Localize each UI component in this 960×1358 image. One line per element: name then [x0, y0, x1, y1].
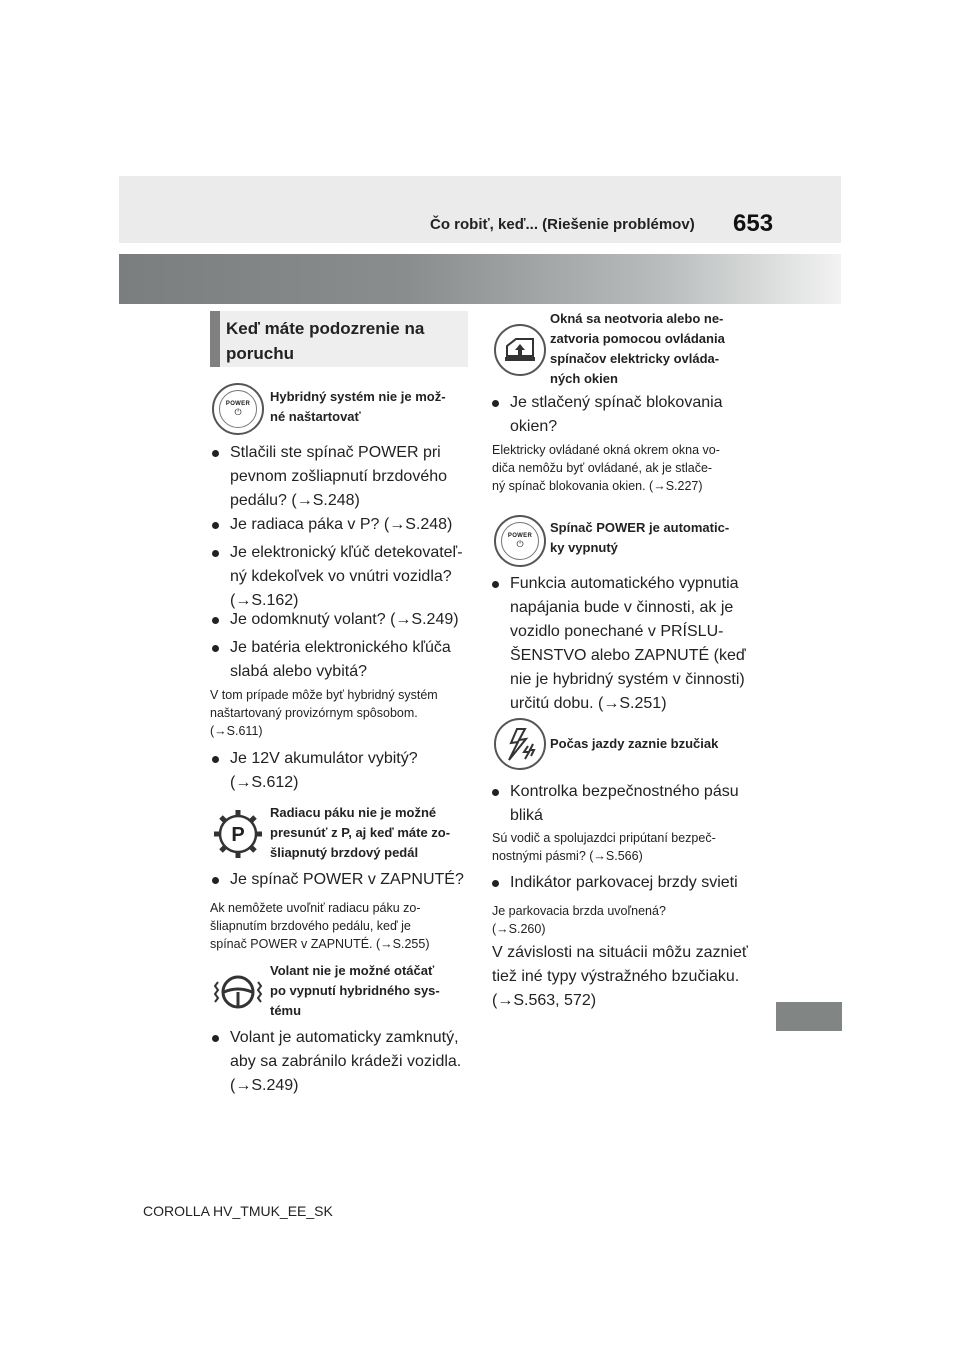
list-item: Funkcia automatického vypnutia napájania bude v činnosti, ak je vozidlo ponechané v PRÍSLU- ŠENSTVO alebo ZAPNUTÉ (keď nie je hybridný systém v činnosti) určitú dobu. (→S.251) — [492, 572, 746, 716]
list-item: Je stlačený spínač blokovania okien? — [492, 391, 723, 439]
list-item: Je spínač POWER v ZAPNUTÉ? — [212, 868, 464, 892]
buzzer-icon — [494, 718, 546, 770]
section-heading-line1: Keď máte podozrenie na — [226, 319, 425, 338]
shift-letter: P — [231, 824, 245, 846]
gradient-band — [119, 254, 841, 304]
closing-paragraph: V závislosti na situácii môžu zaznieť tiež iné typy výstražného bzučiaku. (→S.563, 572) — [492, 944, 748, 1009]
list-item: Je 12V akumulátor vybitý? (→S.612) — [212, 747, 418, 795]
shift-note: Ak nemôžete uvoľniť radiacu páku zo- šliapnutím brzdového pedálu, keď je spínač POWER v ZAPNUTÉ. (→S.255) — [210, 901, 430, 951]
buzzer-note-2: Je parkovacia brzda uvoľnená? (→S.260) — [492, 904, 666, 936]
list-item: Je elektronický kľúč detekovateľ- ný kdekoľvek vo vnútri vozidla? (→S.162) — [212, 541, 463, 613]
chapter-tab — [776, 1002, 842, 1031]
power-text: POWER — [225, 401, 251, 407]
window-lock-icon — [494, 324, 546, 376]
buzzer-label: Počas jazdy zaznie bzučiak — [550, 736, 719, 751]
steering-label: Volant nie je možné otáčať po vypnutí hybridného sys- tému — [270, 963, 440, 1018]
power-switch-icon — [212, 383, 264, 435]
buzzer-note-1: Sú vodič a spolujazdci pripútaní bezpeč- nostnými pásmi? (→S.566) — [492, 831, 716, 863]
list-item: Stlačili ste spínač POWER pri pevnom zošliapnutí brzdového pedálu? (→S.248) — [212, 441, 447, 513]
power-text: POWER — [507, 533, 533, 539]
shift-lock-icon — [212, 808, 264, 860]
page-number: 653 — [733, 210, 774, 237]
hv-start-label: Hybridný systém nie je mož- né naštartovať — [270, 389, 446, 424]
list-item: Volant je automaticky zamknutý, aby sa zabránilo krádeži vozidla. (→S.249) — [212, 1026, 461, 1098]
footer-model-code: COROLLA HV_TMUK_EE_SK — [143, 1203, 333, 1219]
section-heading-line2: poruchu — [226, 344, 294, 363]
window-label: Okná sa neotvoria alebo ne- zatvoria pomocou ovládania spínačov elektricky ovláda- ných okien — [550, 311, 725, 386]
poweroff-label: Spínač POWER je automatic- ky vypnutý — [550, 520, 730, 555]
list-item: Je batéria elektronického kľúča slabá alebo vybitá? — [212, 636, 451, 684]
power-switch-icon — [494, 515, 546, 567]
list-item: Je odomknutý volant? (→S.249) — [212, 608, 459, 632]
window-note: Elektricky ovládané okná okrem okna vo- diča nemôžu byť ovládané, ak je stlače- ný spínač blokovania okien. (→S.227) — [492, 443, 720, 493]
power-symbol: ⏻ — [234, 407, 242, 417]
list-item: Je radiaca páka v P? (→S.248) — [212, 513, 452, 537]
power-symbol: ⏻ — [516, 539, 524, 549]
steering-lock-icon — [212, 966, 264, 1018]
list-item: Kontrolka bezpečnostného pásu bliká — [492, 780, 739, 828]
list-item: Indikátor parkovacej brzdy svieti — [492, 871, 738, 895]
shift-label: Radiacu páku nie je možné presunúť z P, aj keď máte zo- šliapnutý brzdový pedál — [270, 805, 451, 860]
chapter-title: Čo robiť, keď... (Riešenie problémov) — [430, 216, 695, 233]
section-heading — [210, 311, 468, 367]
hv-note: V tom prípade môže byť hybridný systém naštartovaný provizórnym spôsobom. (→S.611) — [210, 688, 438, 738]
